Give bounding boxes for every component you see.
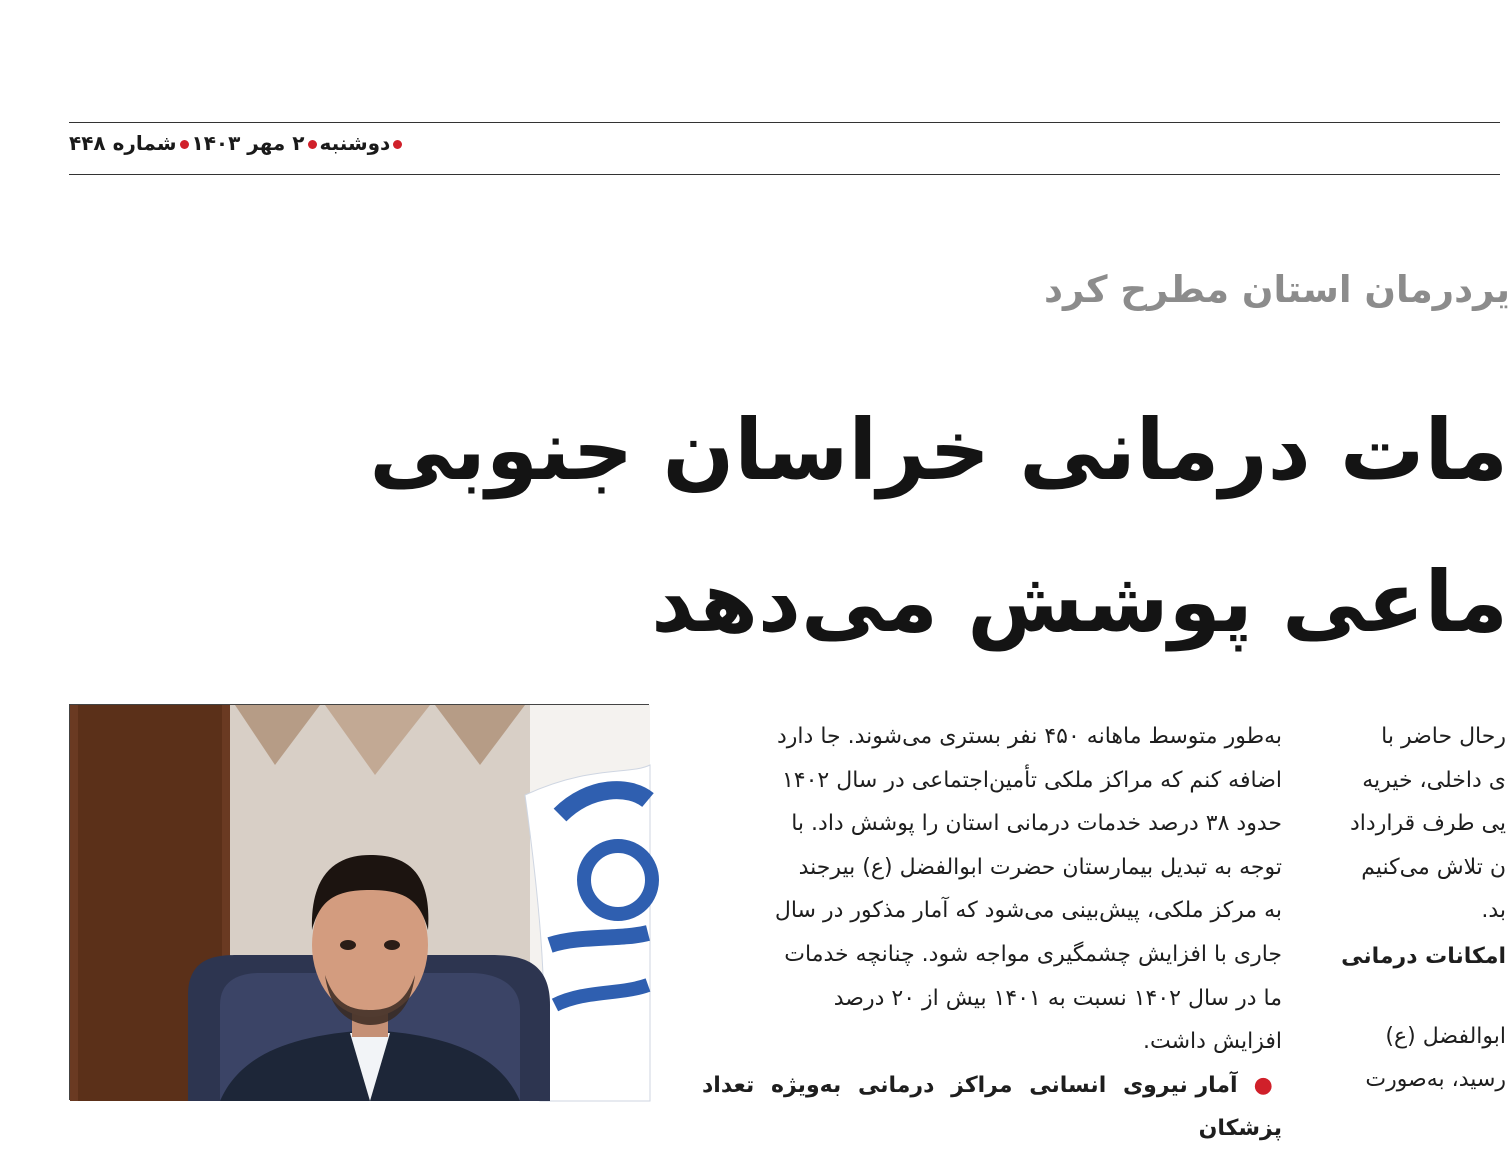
headline-line-1: مات درمانی خراسان جنوبی bbox=[369, 401, 1508, 499]
dateline-issue: شماره ۴۴۸ bbox=[69, 131, 177, 155]
article-middle-question bbox=[702, 1064, 1282, 1151]
photo-illustration bbox=[70, 705, 650, 1101]
article-photo bbox=[69, 704, 649, 1100]
article-line: رسید، به‌صورت bbox=[1365, 1067, 1506, 1093]
dateline bbox=[69, 131, 405, 155]
article-line: به‌طور متوسط ماهانه ۴۵۰ نفر بستری می‌شوند. جا دارد bbox=[777, 724, 1282, 749]
article-middle-body bbox=[702, 715, 1282, 1064]
dateline-weekday: دوشنبه bbox=[319, 131, 391, 155]
article-line: رحال حاضر با bbox=[1381, 724, 1506, 749]
article-right-subhead: امکانات درمانی bbox=[1341, 943, 1506, 969]
bullet-dot-icon bbox=[393, 140, 402, 149]
article-line: افزایش داشت. bbox=[1143, 1029, 1282, 1055]
bullet-dot-icon: ● bbox=[1253, 1072, 1282, 1098]
article-line: یی طرف قرارداد bbox=[1350, 811, 1506, 837]
top-rule bbox=[69, 122, 1500, 123]
article-right-body-2 bbox=[1336, 1015, 1506, 1102]
article-line: جاری با افزایش چشمگیری مواجه شود. چنانچه خدمات bbox=[784, 941, 1282, 967]
article-line: توجه به تبدیل بیمارستان حضرت ابوالفضل (ع) بیرجند bbox=[798, 854, 1282, 880]
question-text: آمار نیروی انسانی مراکز درمانی به‌ویژه تعداد پزشکان bbox=[702, 1072, 1282, 1142]
article-line: حدود ۳۸ درصد خدمات درمانی استان را پوشش داد. با bbox=[791, 811, 1282, 837]
header-bottom-rule bbox=[69, 174, 1500, 175]
dateline-date: ۲ مهر ۱۴۰۳ bbox=[191, 131, 305, 155]
bullet-dot-icon bbox=[308, 140, 317, 149]
article-line: ما در سال ۱۴۰۲ نسبت به ۱۴۰۱ بیش از ۲۰ درصد bbox=[833, 985, 1282, 1011]
article-line: بد. bbox=[1481, 898, 1506, 924]
article-line: ن تلاش می‌کنیم bbox=[1361, 854, 1506, 880]
article-line: اضافه کنم که مراکز ملکی تأمین‌اجتماعی در سال ۱۴۰۲ bbox=[781, 767, 1282, 793]
article-right-body bbox=[1336, 715, 1506, 933]
headline-line-2: ماعی پوشش می‌دهد bbox=[651, 553, 1508, 651]
kicker: یردرمان استان مطرح کرد bbox=[1043, 268, 1510, 311]
article-column-right bbox=[1336, 715, 1506, 1102]
article-line: ی داخلی، خیریه bbox=[1362, 767, 1506, 793]
bullet-dot-icon bbox=[180, 140, 189, 149]
article-line: ابوالفضل (ع) bbox=[1385, 1023, 1506, 1049]
article-line: به مرکز ملکی، پیش‌بینی می‌شود که آمار مذکور در سال bbox=[774, 898, 1282, 924]
article-column-middle bbox=[702, 715, 1282, 1151]
